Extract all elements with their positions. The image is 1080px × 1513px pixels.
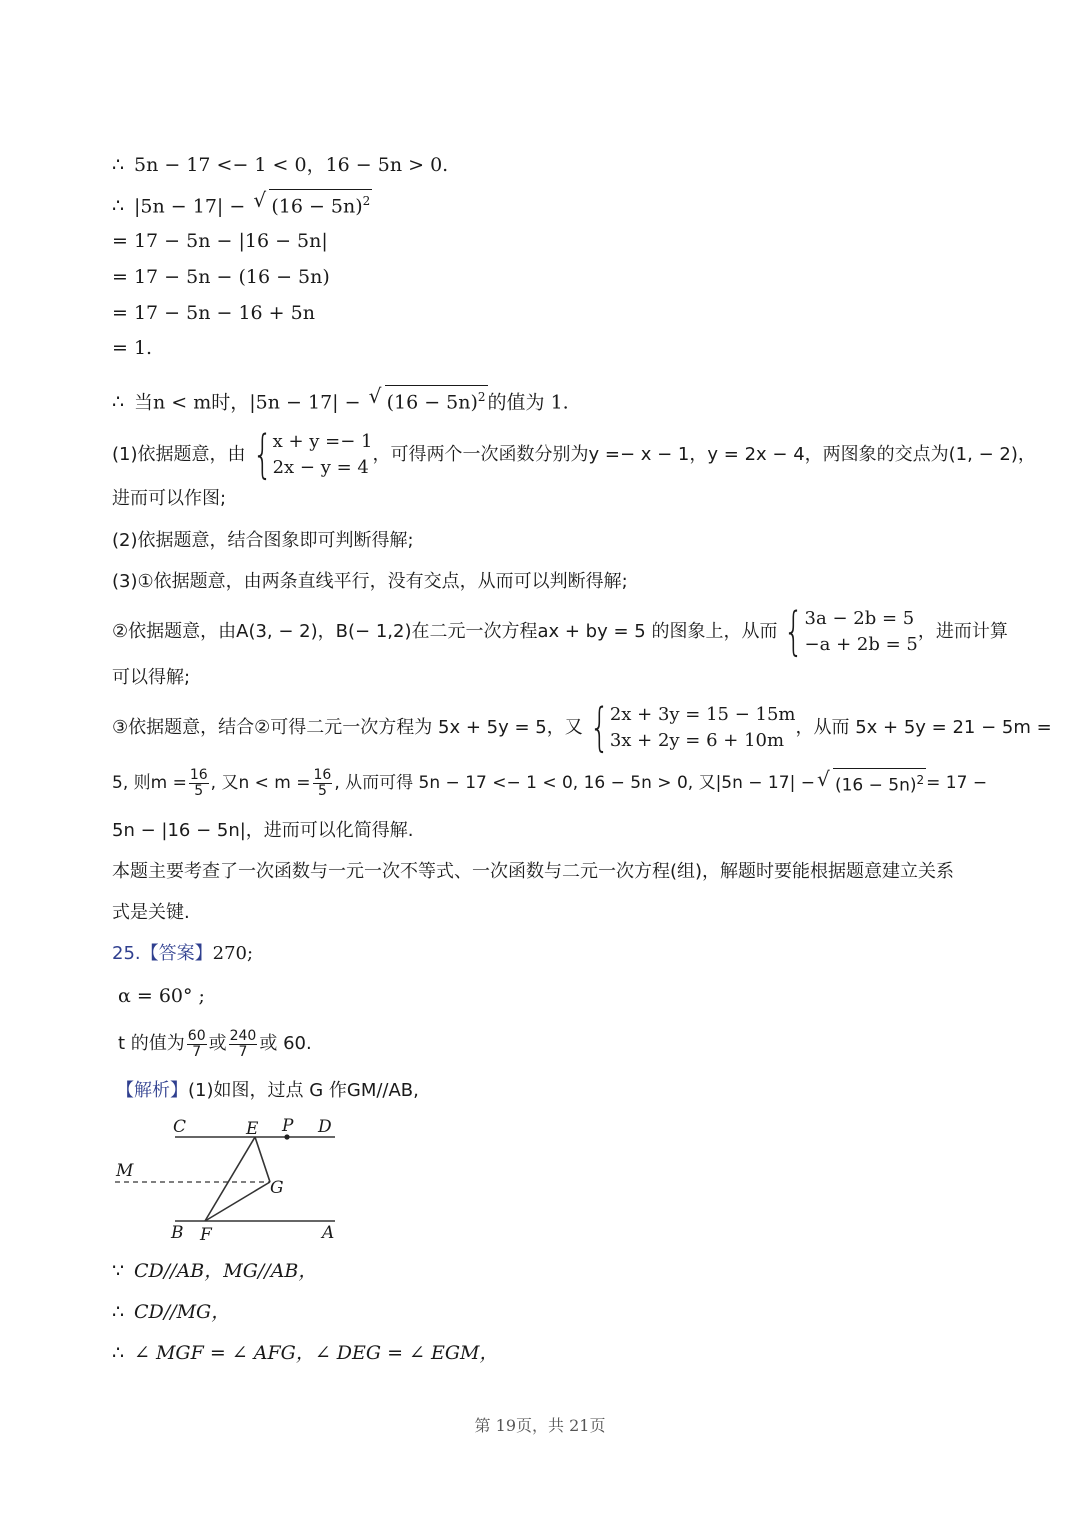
sqrt-expression: √ $(16 - 5n)^2$ (817, 768, 926, 799)
q25-analysis-line (116, 1078, 419, 1104)
segment-ef (205, 1137, 255, 1221)
equation-system-1: { x + y =− 1 2x − y = 4 (252, 425, 373, 485)
numerator: 240 (229, 1027, 257, 1044)
analysis-label: 【解析】 (116, 1080, 188, 1101)
or-text: 或 (208, 1033, 227, 1054)
analysis-p2: (2)依据题意，结合图象即可判断得解; (112, 530, 414, 551)
analysis-text: (1)如图，过点 G 作GM//AB, (188, 1080, 419, 1101)
fraction-60-7 (187, 1029, 207, 1060)
p6-text-a: 5, 则m = (112, 773, 187, 793)
analysis-p1 (112, 427, 1036, 483)
denominator: 5 (317, 782, 327, 799)
line-inequality (112, 152, 448, 178)
step-3-text: ∠ MGF = ∠ AFG，∠ DEG = ∠ EGM， (134, 1342, 499, 1364)
p4-text-b: ，进而计算 (917, 621, 1008, 642)
sqrt-content: (16 − 5n) (834, 775, 917, 796)
label-g: G (270, 1178, 284, 1198)
step-line-1: = 17 − 5n − |16 − 5n| (112, 230, 328, 252)
sqrt-content: (16 − 5n) (386, 391, 478, 414)
answer-label: 25.【答案】 (112, 943, 213, 964)
analysis-p5 (112, 698, 1052, 758)
inequality-text: 5n − 17 <− 1 < 0，16 − 5n > 0. (134, 154, 449, 176)
expression-text: |5n − 17| − (134, 195, 246, 218)
step-1-text: CD//AB，MG//AB， (134, 1260, 318, 1282)
p1-text-b: ，可得两个一次函数分别为y =− x − 1，y = 2x − 4，两图象的交点为(1, − 2)， (372, 444, 1036, 465)
p4-text-a: ②依据题意，由A(3, − 2)，B(− 1,2)在二元一次方程ax + by = 5 的图象上，从而 (112, 621, 778, 642)
analysis-p4-cont: 可以得解; (112, 667, 191, 688)
q25-answer-line (112, 941, 253, 967)
label-e: E (246, 1119, 259, 1139)
fraction-240-7 (229, 1029, 258, 1060)
q25-answer-2: α = 60° ; (118, 985, 205, 1007)
system-eq-2: 3x + 2y = 6 + 10m (609, 730, 785, 751)
therefore-symbol: ∴ (112, 1301, 125, 1323)
label-d: D (318, 1117, 332, 1137)
therefore-symbol: ∴ (112, 1342, 125, 1364)
label-b: B (171, 1223, 184, 1243)
summary-line-1: 本题主要考查了一次函数与一元一次不等式、一次函数与二元一次方程(组)，解题时要能根据题意建立关系 (112, 861, 955, 882)
sqrt-content: (16 − 5n) (271, 195, 363, 218)
step-line-4: = 1. (112, 337, 153, 359)
analysis-p1-cont: 进而可以作图; (112, 488, 227, 509)
q25-step-2 (112, 1299, 230, 1325)
page-footer: 第 19页，共 21页 (474, 1416, 606, 1435)
answer-1: 270; (212, 943, 254, 964)
system-eq-1: 2x + 3y = 15 − 15m (609, 704, 796, 725)
answer-3-text-b: 或 60. (259, 1033, 312, 1054)
system-eq-1: x + y =− 1 (272, 431, 373, 452)
because-symbol: ∵ (112, 1260, 125, 1282)
system-eq-2: 2x − y = 4 (272, 457, 369, 478)
label-p: P (282, 1116, 294, 1136)
p6-text-d: = 17 − (926, 773, 988, 793)
analysis-p4 (112, 602, 1008, 662)
sqrt-expression: √ $(16 - 5n)^2$ (253, 189, 372, 219)
summary-line-2: 式是关键. (112, 902, 190, 923)
denominator: 7 (238, 1043, 248, 1060)
q25-step-1 (112, 1258, 317, 1284)
p6-text-b: , 又n < m = (210, 773, 311, 793)
step-2-text: CD//MG， (134, 1301, 231, 1323)
analysis-p7: 5n − |16 − 5n|，进而可以化简得解. (112, 820, 414, 841)
conclusion-text-a: 当n < m时，|5n − 17| − (134, 391, 361, 414)
therefore-symbol: ∴ (112, 154, 125, 176)
equation-system-3: { 2x + 3y = 15 − 15m 3x + 2y = 6 + 10m (589, 698, 796, 758)
denominator: 5 (194, 782, 204, 799)
numerator: 60 (187, 1027, 206, 1044)
therefore-symbol: ∴ (112, 195, 125, 218)
fraction-16-5-b (313, 768, 333, 799)
step-line-3: = 17 − 5n − 16 + 5n (112, 302, 315, 324)
sqrt-expression: √ $(16 - 5n)^2$ (369, 385, 488, 415)
numerator: 16 (189, 766, 208, 783)
conclusion-line (112, 385, 569, 415)
q25-answer-3 (118, 1025, 312, 1063)
denominator: 7 (192, 1043, 202, 1060)
geometry-figure (110, 1112, 350, 1252)
label-c: C (173, 1117, 187, 1137)
p1-text-a: (1)依据题意，由 (112, 444, 246, 465)
analysis-p6 (112, 765, 987, 801)
segment-fg (205, 1182, 270, 1221)
system-eq-2: −a + 2b = 5 (804, 634, 918, 655)
p5-text-b: ，从而 5x + 5y = 21 − 5m = (795, 717, 1052, 738)
p5-text-a: ③依据题意，结合②可得二元一次方程为 5x + 5y = 5，又 (112, 717, 583, 738)
label-f: F (200, 1225, 212, 1245)
system-eq-1: 3a − 2b = 5 (804, 608, 915, 629)
numerator: 16 (313, 766, 332, 783)
line-expression (112, 189, 372, 219)
p6-text-c: , 从而可得 5n − 17 <− 1 < 0, 16 − 5n > 0, 又|5n − 17| − (334, 773, 815, 793)
label-a: A (322, 1223, 335, 1243)
answer-3-text-a: t 的值为 (118, 1033, 185, 1054)
segment-eg (255, 1137, 270, 1182)
equation-system-2: { 3a − 2b = 5 −a + 2b = 5 (784, 602, 918, 662)
analysis-p3: (3)①依据题意，由两条直线平行，没有交点，从而可以判断得解; (112, 571, 628, 592)
step-line-2: = 17 − 5n − (16 − 5n) (112, 266, 330, 288)
therefore-symbol: ∴ (112, 391, 125, 414)
fraction-16-5 (189, 768, 209, 799)
q25-step-3 (112, 1340, 499, 1366)
conclusion-text-b: 的值为 1. (487, 391, 569, 414)
label-m: M (116, 1161, 134, 1181)
